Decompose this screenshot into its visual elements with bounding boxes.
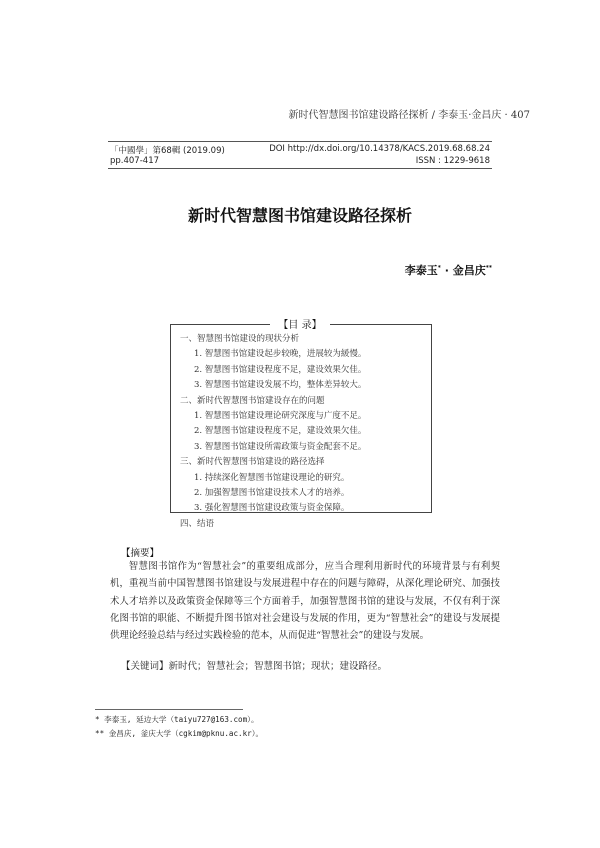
toc-item: 3. 智慧图书馆建设发展不均，整体差异较大。 bbox=[194, 380, 367, 391]
toc-item: 三、新时代智慧图书馆建设的路径选择 bbox=[180, 457, 325, 468]
footnote-divider bbox=[95, 709, 243, 710]
journal-info: 「中國學」第68輯 (2019.09) bbox=[110, 146, 225, 156]
running-header: 新时代智慧图书馆建设路径探析 / 李泰玉·金昌庆 · 407 bbox=[288, 110, 530, 121]
toc-item: 四、结语 bbox=[180, 518, 215, 529]
toc-item: 2. 智慧图书馆建设程度不足，建设效果欠佳。 bbox=[194, 364, 367, 375]
author-line bbox=[405, 262, 492, 278]
meta-divider-top bbox=[108, 141, 492, 142]
toc-item: 2. 智慧图书馆建设程度不足，建设效果欠佳。 bbox=[194, 426, 367, 437]
toc-item: 3. 强化智慧图书馆建设政策与资金保障。 bbox=[194, 503, 350, 514]
footnote-1: * 李泰玉, 延边大学（taiyu727@163.com）。 bbox=[95, 715, 259, 724]
toc-item: 3. 智慧图书馆建设所需政策与资金配套不足。 bbox=[194, 441, 367, 452]
toc-item: 2. 加强智慧图书馆建设技术人才的培养。 bbox=[194, 487, 350, 498]
page-range: pp.407-417 bbox=[110, 156, 160, 166]
author-1-mark: * bbox=[437, 264, 441, 272]
toc-item: 一、智慧图书馆建设的现状分析 bbox=[180, 334, 300, 344]
keywords: 【关键词】新时代；智慧社会；智慧图书馆；现状；建设路径。 bbox=[121, 661, 388, 672]
footnote-2: ** 金昌庆, 釜庆大学（cgkim@pknu.ac.kr）。 bbox=[95, 729, 264, 738]
author-2: 金昌庆 bbox=[452, 264, 486, 277]
author-1: 李泰玉 bbox=[404, 264, 438, 277]
meta-divider-bottom bbox=[108, 168, 492, 169]
toc-list bbox=[180, 332, 425, 532]
toc-item: 1. 持续深化智慧图书馆建设理论的研究。 bbox=[194, 472, 350, 483]
issn: ISSN : 1229-9618 bbox=[415, 156, 490, 166]
toc-title: 【目 录】 bbox=[270, 316, 330, 331]
toc-item: 二、新时代智慧图书馆建设存在的问题 bbox=[180, 395, 325, 406]
toc-item: 1. 智慧图书馆建设起步较晚，进展较为緩慢。 bbox=[194, 349, 367, 360]
paper-title: 新时代智慧图书馆建设路径探析 bbox=[187, 206, 412, 225]
abstract-label: 【摘要】 bbox=[121, 548, 160, 559]
toc-item: 1. 智慧图书馆建设理论研究深度与广度不足。 bbox=[194, 410, 367, 421]
abstract-text: 智慧图书馆作为“智慧社会”的重要组成部分，应当合理利用新时代的环境背景与有利契机，重视当前中国智慧图书馆建设与发展进程中存在的问题与障碍，从深化理论研究、加强技术人才培养以及政策资金保障等三个方面着手，加强智慧图书馆的建设与发展，不仅有利于深化图书馆的职能、不断提升图书馆对社会建设与发展的作用，更为“智慧社会”的建设与发展提供理论经验总结与经过实践检验的范本，从而促进“智慧社会”的建设与发展。 bbox=[110, 561, 500, 642]
doi-link[interactable]: DOI http://dx.doi.org/10.14378/KACS.2019.68.68.24 bbox=[269, 144, 490, 154]
author-2-mark: ** bbox=[485, 264, 492, 272]
author-separator: · bbox=[440, 264, 453, 277]
